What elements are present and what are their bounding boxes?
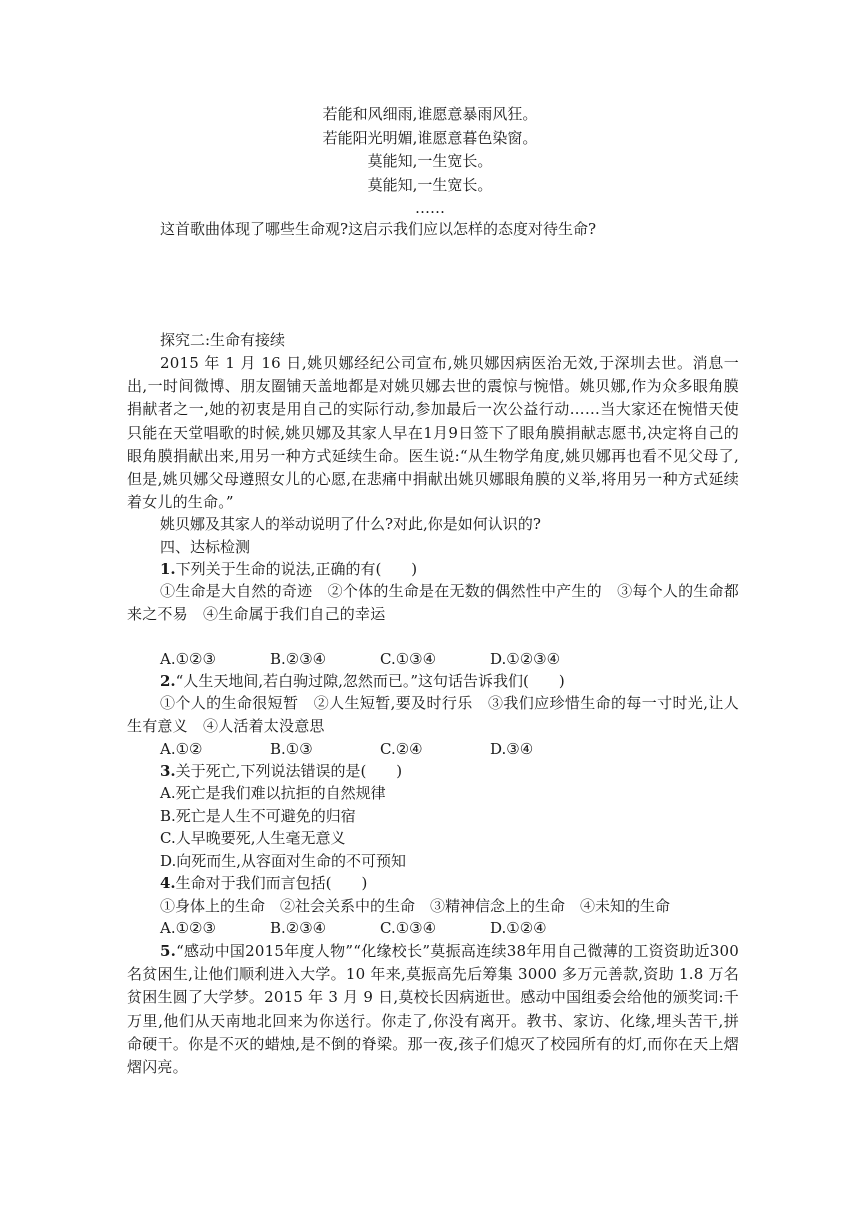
lyric-ellipsis: …… bbox=[415, 199, 445, 217]
question-number: 5. bbox=[160, 942, 177, 960]
explore2-text: 2015 年 1 月 16 日,姚贝娜经纪公司宣布,姚贝娜因病医治无效,于深圳去世。消息一出,一时间微博、朋友圈铺天盖地都是对姚贝娜去世的震惊与惋惜。姚贝娜,作为众多眼角膜捐献者之一,她的初衷是用自己的实际行动,参加最后一次公益行动……当大家还在惋惜天使只能在天堂唱歌的时候,姚贝娜及其家人早在1月9日签下了眼角膜捐献志愿书,决定将自己的眼角膜捐献出来,用另一种方式延续生命。医生说:“从生物学角度,姚贝娜再也看不见父母了,但是,姚贝娜父母遵照女儿的心愿,在悲痛中捐献出姚贝娜眼角膜的义举,将用另一种方式延续着女儿的生命。” bbox=[127, 354, 739, 512]
question-text: “感动中国2015年度人物”“化缘校长”莫振高连续38年用自己微薄的工资资助近300 名贫困生,让他们顺利进入大学。10 年来,莫振高先后筹集 3000 多万元善款,资助 1.8 万名贫困生圆了大学梦。2015 年 3 月 9 日,莫校长因病逝世。感动中国组委会给他的颁奖词:千万里,他们从天南地北回来为你送行。你走了,你没有离开。教书、家访、化缘,埋头苦干,拼命硬干。你是不灭的蜡烛,是不倒的脊梁。那一夜,孩子们熄灭了校园所有的灯,而你在天上熠熠闪亮。 bbox=[127, 942, 739, 1077]
question-1-stem bbox=[127, 558, 772, 580]
question-text: 关于死亡,下列说法错误的是( ) bbox=[175, 762, 403, 780]
question-text: 生命对于我们而言包括( ) bbox=[175, 874, 368, 892]
question-number: 4. bbox=[160, 874, 176, 892]
question-2-items: ①个人的生命很短暂 ②人生短暂,要及时行乐 ③我们应珍惜生命的每一寸时光,让人生有意义 ④人活着太没意思 bbox=[127, 694, 739, 736]
option-b: B.死亡是人生不可避免的归宿 bbox=[160, 807, 356, 825]
option-d: D.向死而生,从容面对生命的不可预知 bbox=[160, 852, 407, 870]
option-b: B.①③ bbox=[270, 740, 313, 758]
lyric-line: 若能阳光明媚,谁愿意暮色染窗。 bbox=[322, 128, 538, 147]
song-lyrics bbox=[0, 103, 860, 221]
lyric-line: 莫能知,一生宽长。 bbox=[367, 175, 493, 194]
question-4-stem bbox=[127, 872, 772, 894]
lyric-line: 莫能知,一生宽长。 bbox=[367, 152, 493, 170]
option-a: A.①②③ bbox=[160, 650, 216, 668]
question-number: 3. bbox=[160, 762, 176, 780]
section-heading: 四、达标检测 bbox=[160, 538, 251, 556]
option-d: D.③④ bbox=[490, 740, 534, 758]
question-number: 2. bbox=[160, 672, 176, 690]
option-a: A.①② bbox=[160, 740, 203, 758]
lyric-line: 若能和风细雨,谁愿意暴雨风狂。 bbox=[322, 105, 538, 123]
question-5-text bbox=[127, 940, 739, 1079]
question-3-stem bbox=[127, 760, 772, 782]
explore2-title: 探究二:生命有接续 bbox=[160, 331, 286, 349]
option-c: C.①③④ bbox=[380, 919, 437, 937]
question-1-options bbox=[160, 648, 600, 670]
question-text: “人生天地间,若白驹过隙,忽然而已。”这句话告诉我们( ) bbox=[175, 672, 565, 690]
question-2-options bbox=[160, 738, 600, 760]
explore2-question: 姚贝娜及其家人的举动说明了什么?对此,你是如何认识的? bbox=[160, 515, 541, 533]
question-number: 1. bbox=[160, 560, 176, 578]
option-d: D.①②③④ bbox=[490, 650, 561, 668]
option-c: C.②④ bbox=[380, 740, 423, 758]
option-b: B.②③④ bbox=[270, 919, 327, 937]
option-c: C.人早晚要死,人生毫无意义 bbox=[160, 829, 346, 847]
question-text: 下列关于生命的说法,正确的有( ) bbox=[175, 560, 418, 578]
option-b: B.②③④ bbox=[270, 650, 327, 668]
question-4-options bbox=[160, 917, 600, 939]
option-c: C.①③④ bbox=[380, 650, 437, 668]
option-a: A.死亡是我们难以抗拒的自然规律 bbox=[160, 784, 386, 802]
question-2-stem bbox=[127, 670, 772, 692]
option-d: D.①②④ bbox=[490, 919, 547, 937]
song-question: 这首歌曲体现了哪些生命观?这启示我们应以怎样的态度对待生命? bbox=[160, 220, 597, 238]
option-a: A.①②③ bbox=[160, 919, 216, 937]
question-4-items: ①身体上的生命 ②社会关系中的生命 ③精神信念上的生命 ④未知的生命 bbox=[160, 897, 671, 915]
question-1-items: ①生命是大自然的奇迹 ②个体的生命是在无数的偶然性中产生的 ③每个人的生命都来之不易 ④生命属于我们自己的幸运 bbox=[127, 582, 739, 624]
